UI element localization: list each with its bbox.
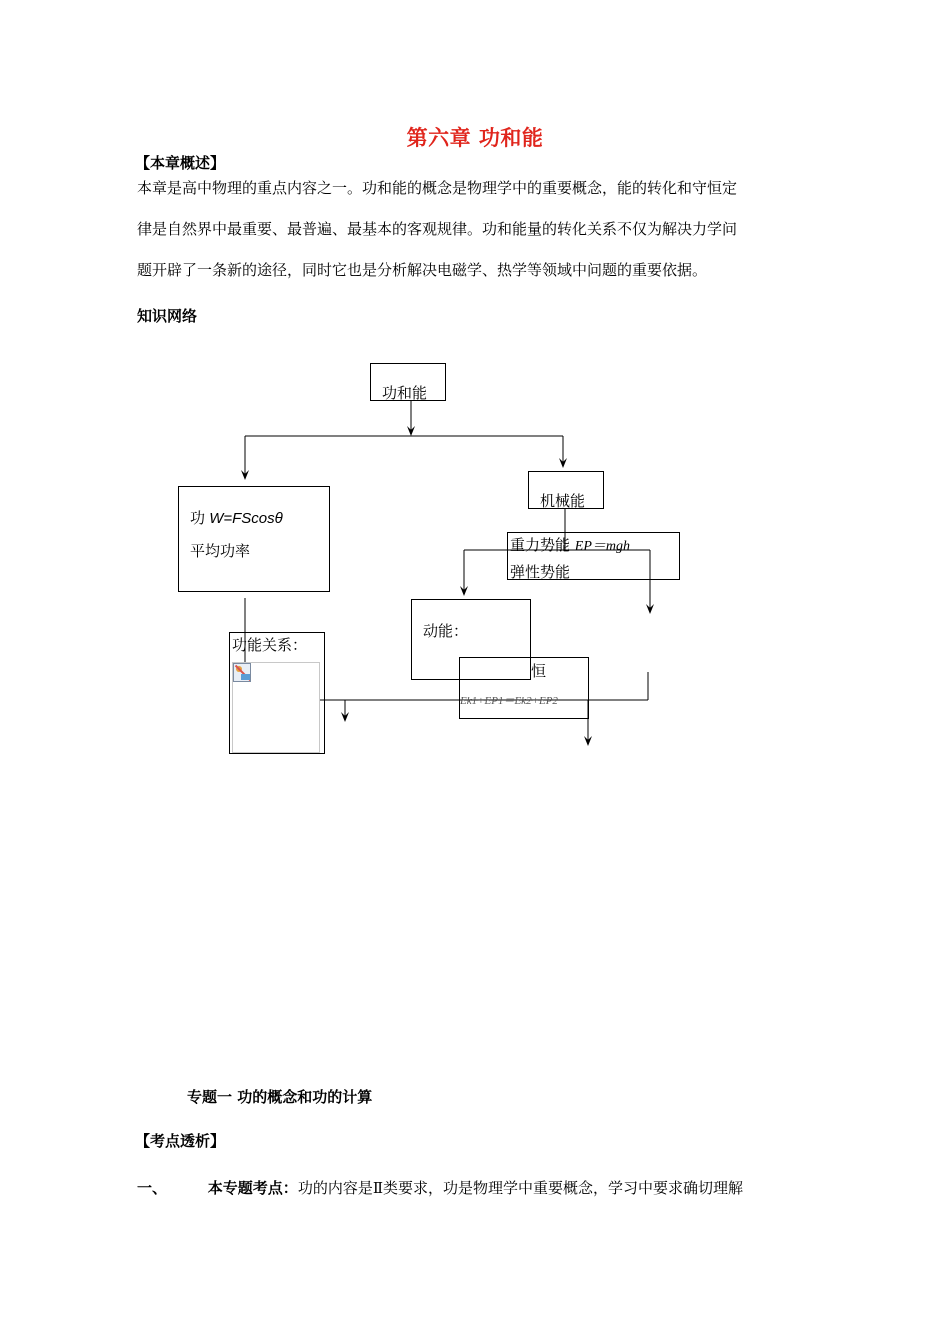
gravity-pe-text (510, 534, 630, 555)
work-label: 功 (190, 510, 206, 527)
elastic-pe-label: 弹性势能 (510, 564, 571, 581)
network-heading: 知识网络 (137, 307, 198, 325)
conservation-box (459, 657, 589, 719)
overview-heading: 【本章概述】 (135, 154, 226, 172)
avg-power-label: 平均功率 (190, 543, 251, 560)
item-label: 本专题考点： (207, 1179, 298, 1197)
work-formula: W=FScosθ (209, 510, 283, 527)
conservation-formula: Ek1+EP1＝Ek2+EP2 (460, 695, 558, 707)
overview-line: 本章是高中物理的重点内容之一。功和能的概念是物理学中的重要概念，能的转化和守恒定 (137, 179, 738, 197)
kinetic-label: 动能： (423, 623, 469, 640)
analysis-heading: 【考点透析】 (135, 1132, 226, 1150)
item-text: 功的内容是Ⅱ类要求，功是物理学中重要概念，学习中要求确切理解 (297, 1179, 744, 1197)
gravity-pe-formula: EP＝mgh (574, 539, 631, 554)
overview-line: 律是自然界中最重要、最普遍、最基本的客观规律。功和能量的转化关系不仅为解决力学问 (137, 220, 738, 238)
key-point-item (137, 1177, 743, 1198)
root-label: 功和能 (382, 385, 428, 402)
work-energy-label: 功能关系： (232, 637, 308, 654)
work-box (178, 486, 330, 592)
work-text (190, 507, 283, 528)
gravity-pe-label: 重力势能 (510, 537, 571, 554)
mech-energy-label: 机械能 (540, 493, 586, 510)
item-number: 一、 (137, 1179, 168, 1197)
chapter-title: 第六章 功和能 (406, 126, 544, 150)
broken-image-icon (233, 663, 251, 682)
overview-line: 题开辟了一条新的途径，同时它也是分析解决电磁学、热学等领域中问题的重要依据。 (137, 261, 708, 279)
topic-heading: 专题一 功的概念和功的计算 (187, 1088, 373, 1106)
conservation-partial-label: 恒 (531, 662, 547, 680)
